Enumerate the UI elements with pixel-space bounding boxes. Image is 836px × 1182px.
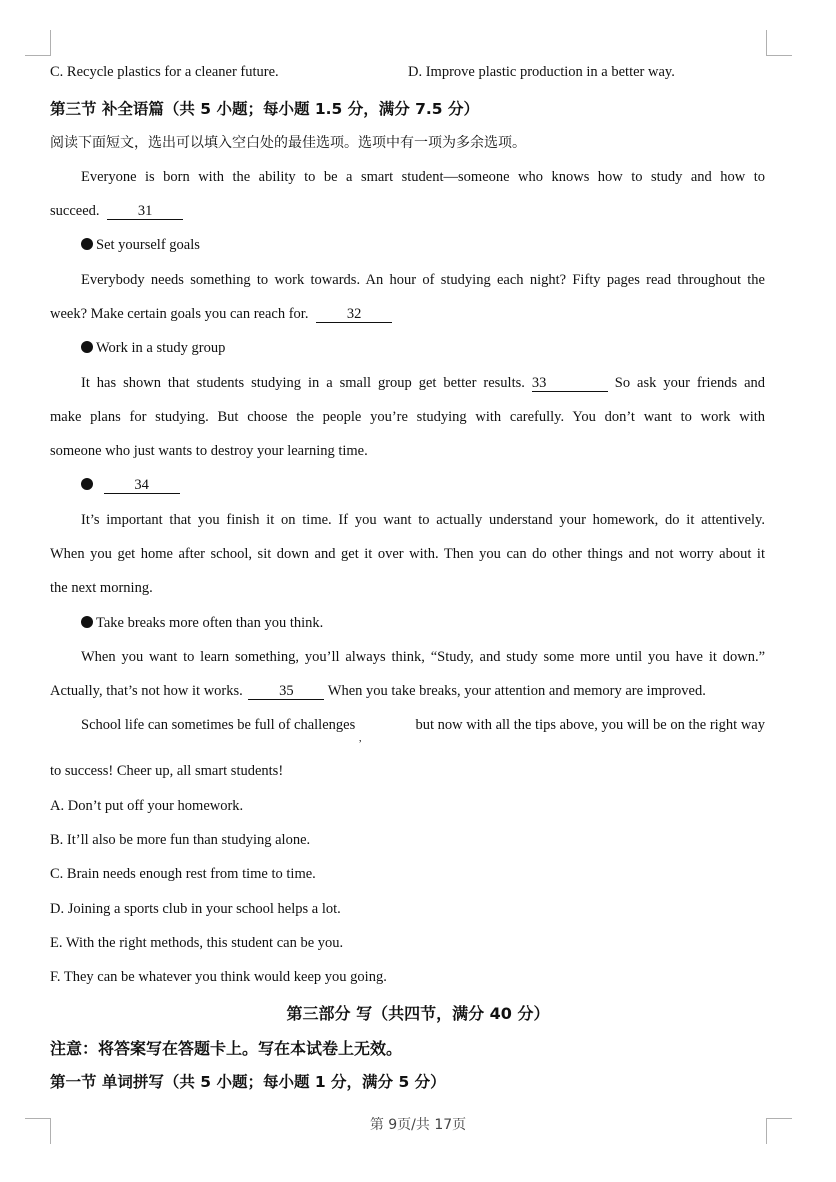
passage-line: the next morning.	[50, 580, 153, 596]
section-heading: 第一节 单词拼写（共 5 小题；每小题 1 分，满分 5 分）	[50, 1073, 446, 1091]
bullet-icon	[81, 616, 93, 628]
bullet-heading-text: Set yourself goals	[96, 237, 200, 253]
option-d-previous: D. Improve plastic production in a better way.	[408, 64, 675, 80]
answer-option-c: C. Brain needs enough rest from time to time.	[50, 866, 316, 882]
blank-33[interactable]: 33	[532, 375, 608, 392]
passage-text: succeed.	[50, 203, 100, 219]
passage-line: someone who just wants to destroy your learning time.	[50, 443, 368, 459]
bullet-heading-text: Take breaks more often than you think.	[96, 615, 324, 631]
answer-option-f: F. They can be whatever you think would keep you going.	[50, 969, 387, 985]
part-title: 第三部分 写（共四节，满分 40 分）	[286, 1004, 550, 1023]
bullet-icon	[81, 238, 93, 250]
blank-32[interactable]: 32	[316, 306, 392, 323]
passage-line: Everyone is born with the ability to be a smart student—someone who knows how to study and how to	[81, 169, 765, 185]
passage-line	[50, 681, 706, 701]
passage-line	[81, 373, 765, 393]
bullet-heading	[81, 338, 225, 358]
bullet-heading-text: Work in a study group	[96, 340, 226, 356]
passage-text: It has shown that students studying in a small group get better results.	[81, 375, 525, 391]
passage-text: When you take breaks, your attention and memory are improved.	[327, 683, 706, 699]
stray-comma: ,	[358, 732, 362, 744]
answer-option-e: E. With the right methods, this student can be you.	[50, 935, 344, 951]
passage-text: So ask your friends and	[614, 375, 766, 391]
answer-option-b: B. It’ll also be more fun than studying alone.	[50, 832, 311, 848]
blank-34[interactable]: 34	[104, 477, 180, 494]
page-number: 第 9页/共 17页	[369, 1117, 467, 1133]
passage-line: When you get home after school, sit down and get it over with. Then you can do other things and not worry about it	[50, 546, 765, 562]
blank-31[interactable]: 31	[107, 203, 183, 220]
passage-line	[81, 715, 765, 744]
notice: 注意：将答案写在答题卡上。写在本试卷上无效。	[50, 1039, 403, 1058]
section-instruction: 阅读下面短文，选出可以填入空白处的最佳选项。选项中有一项为多余选项。	[50, 135, 526, 151]
section-heading: 第三节 补全语篇（共 5 小题；每小题 1.5 分，满分 7.5 分）	[50, 100, 479, 118]
passage-text: School life can sometimes be full of challenges	[81, 717, 356, 733]
crop-mark-top-right	[766, 30, 792, 56]
passage-text: Actually, that’s not how it works.	[50, 683, 243, 699]
bullet-icon	[81, 478, 93, 490]
crop-mark-top-left	[25, 30, 51, 56]
answer-option-a: A. Don’t put off your homework.	[50, 798, 244, 814]
passage-line	[50, 201, 183, 221]
passage-line: It’s important that you finish it on time. If you want to actually understand your homework, do it attentively.	[81, 512, 765, 528]
passage-line	[50, 304, 392, 324]
blank-35[interactable]: 35	[248, 683, 324, 700]
passage-text: but now with all the tips above, you will be on the right way	[415, 717, 765, 733]
bullet-icon	[81, 341, 93, 353]
option-c-previous: C. Recycle plastics for a cleaner future.	[50, 64, 279, 80]
answer-option-d: D. Joining a sports club in your school helps a lot.	[50, 901, 341, 917]
bullet-heading	[81, 475, 180, 495]
passage-line: make plans for studying. But choose the people you’re studying with carefully. You don’t want to work with	[50, 409, 765, 425]
passage-text: week? Make certain goals you can reach for.	[50, 306, 309, 322]
passage-line: to success! Cheer up, all smart students!	[50, 763, 284, 779]
bullet-heading	[81, 613, 323, 633]
passage-line: When you want to learn something, you’ll always think, “Study, and study some more until you have it down.”	[81, 649, 765, 665]
bullet-heading	[81, 235, 200, 255]
passage-line: Everybody needs something to work towards. An hour of studying each night? Fifty pages read throughout the	[81, 272, 765, 288]
